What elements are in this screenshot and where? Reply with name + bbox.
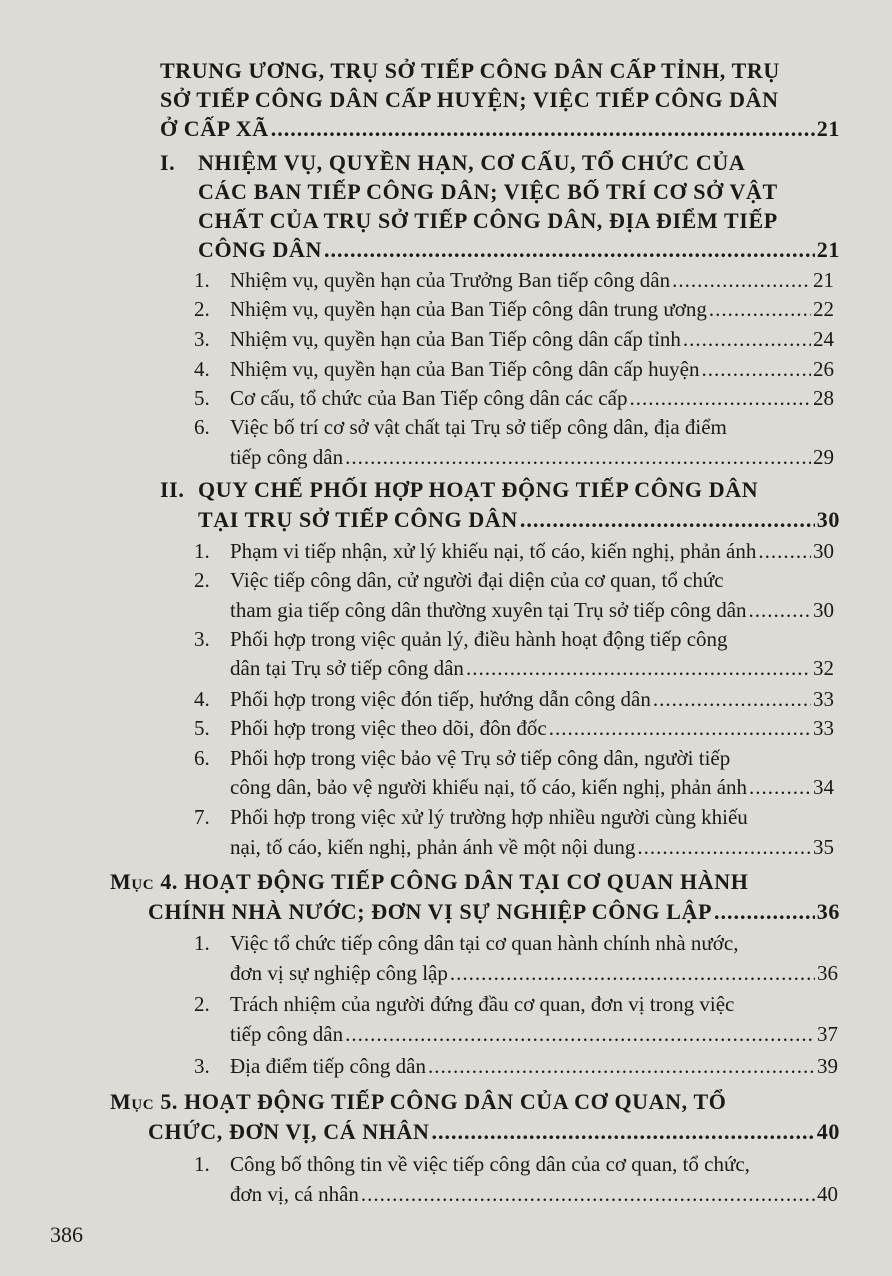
toc-entry[interactable]: CHÍNH NHÀ NƯỚC; ĐƠN VỊ SỰ NGHIỆP CÔNG LẬP ..... 36	[148, 897, 840, 926]
page-ref: 39	[817, 1054, 838, 1078]
leader-dots	[702, 355, 812, 384]
toc-entry-line: 2. Việc tiếp công dân, cử người đại diện của cơ quan, tổ chức	[194, 568, 724, 592]
toc-entry[interactable]: 4. Phối hợp trong việc đón tiếp, hướng dẫn công dân ..... 33	[194, 685, 834, 714]
page-ref: 33	[813, 716, 834, 740]
toc-entry[interactable]: tham gia tiếp công dân thường xuyên tại Trụ sở tiếp công dân ..... 30	[230, 596, 834, 625]
toc-entry[interactable]: tiếp công dân ..... 29	[230, 443, 834, 472]
page-ref: 21	[816, 237, 840, 262]
toc-entry[interactable]: dân tại Trụ sở tiếp công dân ..... 32	[230, 654, 834, 683]
leader-dots	[324, 235, 815, 264]
page-ref: 34	[813, 775, 834, 799]
toc-heading-line: CHẤT CỦA TRỤ SỞ TIẾP CÔNG DÂN, ĐỊA ĐIỂM TIẾP	[198, 208, 778, 233]
page-ref: 24	[813, 327, 834, 351]
leader-dots	[450, 959, 815, 988]
toc-heading-line: Mục 4. HOẠT ĐỘNG TIẾP CÔNG DÂN TẠI CƠ QUAN HÀNH	[110, 869, 749, 894]
toc-heading-line: I. NHIỆM VỤ, QUYỀN HẠN, CƠ CẤU, TỔ CHỨC CỦA	[160, 150, 746, 175]
page-ref: 30	[813, 598, 834, 622]
toc-entry[interactable]: CÔNG DÂN ..... 21	[198, 235, 840, 264]
page-ref: 36	[817, 961, 838, 985]
page-ref: 22	[813, 297, 834, 321]
toc-entry[interactable]: 3. Nhiệm vụ, quyền hạn của Ban Tiếp công dân cấp tỉnh ..... 24	[194, 325, 834, 354]
toc-entry[interactable]: nại, tố cáo, kiến nghị, phản ánh về một nội dung ..... 35	[230, 833, 834, 862]
toc-entry-line: 2. Trách nhiệm của người đứng đầu cơ quan, đơn vị trong việc	[194, 992, 735, 1016]
page-ref: 36	[816, 899, 840, 924]
roman-numeral: I.	[160, 150, 176, 175]
toc-entry[interactable]: công dân, bảo vệ người khiếu nại, tố cáo, kiến nghị, phản ánh ..... 34	[230, 773, 834, 802]
toc-entry[interactable]: TẠI TRỤ SỞ TIẾP CÔNG DÂN ..... 30	[198, 505, 840, 534]
leader-dots	[345, 443, 811, 472]
leader-dots	[749, 596, 811, 625]
toc-entry[interactable]: 1. Nhiệm vụ, quyền hạn của Trưởng Ban tiếp công dân ..... 21	[194, 266, 834, 295]
page-ref: 40	[817, 1182, 838, 1206]
page-ref: 40	[816, 1119, 840, 1144]
toc-entry[interactable]	[160, 114, 840, 143]
leader-dots	[749, 773, 811, 802]
toc-entry[interactable]: CHỨC, ĐƠN VỊ, CÁ NHÂN ..... 40	[148, 1117, 840, 1146]
page-ref: 35	[813, 835, 834, 859]
leader-dots	[345, 1020, 815, 1049]
leader-dots	[466, 654, 811, 683]
page-ref: 21	[816, 116, 840, 141]
toc-entry-line: 7. Phối hợp trong việc xử lý trường hợp nhiều người cùng khiếu	[194, 805, 748, 829]
toc-heading-line: TRUNG ƯƠNG, TRỤ SỞ TIẾP CÔNG DÂN CẤP TỈNH, TRỤ	[160, 58, 780, 83]
toc-entry-line: 6. Việc bố trí cơ sở vật chất tại Trụ sở tiếp công dân, địa điểm	[194, 415, 727, 439]
leader-dots	[361, 1180, 815, 1209]
page-ref: 21	[813, 268, 834, 292]
toc-entry[interactable]: 1. Phạm vi tiếp nhận, xử lý khiếu nại, tố cáo, kiến nghị, phản ánh ..... 30	[194, 537, 834, 566]
page-ref: 37	[817, 1022, 838, 1046]
toc-heading-line: SỞ TIẾP CÔNG DÂN CẤP HUYỆN; VIỆC TIẾP CÔNG DÂN	[160, 87, 779, 112]
leader-dots	[520, 505, 815, 534]
toc-entry[interactable]: 5. Phối hợp trong việc theo dõi, đôn đốc ..... 33	[194, 714, 834, 743]
leader-dots	[428, 1052, 815, 1081]
toc-heading-line: Mục 5. HOẠT ĐỘNG TIẾP CÔNG DÂN CỦA CƠ QUAN, TỔ	[110, 1089, 727, 1114]
toc-entry[interactable]: 4. Nhiệm vụ, quyền hạn của Ban Tiếp công dân cấp huyện ..... 26	[194, 355, 834, 384]
toc-entry-line: 1. Công bố thông tin về việc tiếp công dân của cơ quan, tổ chức,	[194, 1152, 750, 1176]
page-ref: 30	[816, 507, 840, 532]
toc-entry-line: 6. Phối hợp trong việc bảo vệ Trụ sở tiếp công dân, người tiếp	[194, 746, 731, 770]
leader-dots	[271, 114, 815, 143]
toc-entry[interactable]: đơn vị, cá nhân ..... 40	[230, 1180, 838, 1209]
leader-dots	[432, 1117, 815, 1146]
toc-heading-line: Ở CẤP XÃ	[160, 116, 269, 141]
leader-dots	[709, 295, 811, 324]
page-ref: 28	[813, 386, 834, 410]
toc-entry[interactable]: tiếp công dân ..... 37	[230, 1020, 838, 1049]
leader-dots	[758, 537, 811, 566]
toc-entry[interactable]: đơn vị sự nghiệp công lập ..... 36	[230, 959, 838, 988]
toc-entry-line: 3. Phối hợp trong việc quản lý, điều hành hoạt động tiếp công	[194, 627, 728, 651]
leader-dots	[672, 266, 811, 295]
page-number: 386	[50, 1222, 83, 1247]
leader-dots	[683, 325, 811, 354]
page-ref: 30	[813, 539, 834, 563]
toc-entry[interactable]: 3. Địa điểm tiếp công dân ..... 39	[194, 1052, 838, 1081]
page-ref: 26	[813, 357, 834, 381]
leader-dots	[653, 685, 811, 714]
toc-entry-line: 1. Việc tổ chức tiếp công dân tại cơ quan hành chính nhà nước,	[194, 931, 739, 955]
leader-dots	[637, 833, 811, 862]
leader-dots	[549, 714, 811, 743]
toc-heading-line: II. QUY CHẾ PHỐI HỢP HOẠT ĐỘNG TIẾP CÔNG DÂN	[160, 477, 759, 502]
toc-entry[interactable]: 5. Cơ cấu, tổ chức của Ban Tiếp công dân các cấp ..... 28	[194, 384, 834, 413]
page-ref: 29	[813, 445, 834, 469]
leader-dots	[629, 384, 811, 413]
leader-dots	[714, 897, 815, 926]
page-ref: 33	[813, 687, 834, 711]
roman-numeral: II.	[160, 477, 185, 502]
toc-entry[interactable]: 2. Nhiệm vụ, quyền hạn của Ban Tiếp công dân trung ương ..... 22	[194, 295, 834, 324]
page-ref: 32	[813, 656, 834, 680]
toc-heading-line: CÁC BAN TIẾP CÔNG DÂN; VIỆC BỐ TRÍ CƠ SỞ VẬT	[198, 179, 778, 204]
